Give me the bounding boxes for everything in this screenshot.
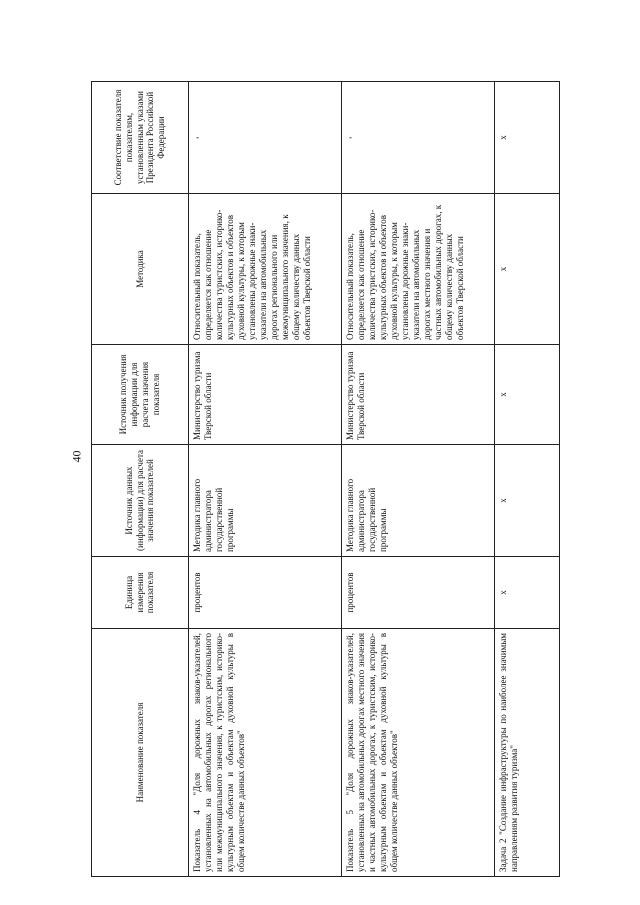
header-method: Методика <box>92 194 189 345</box>
header-unit: Единица измерения показателя <box>92 557 189 629</box>
method-cell: Относительный показатель, определяется как отношение количества туристских, историко-культурных объектов и объектов духовной культуры, к которым установлены дорожные знаки-указатели на автомобильных дорогах регионального или межмуниципального значения, к общему количеству данных объектов Тверской области <box>189 194 342 345</box>
method-cell: x <box>495 194 560 345</box>
indicators-table <box>91 81 560 877</box>
data-source-cell: Методика главного администратора государственной программы <box>189 445 342 557</box>
indicator-name-cell: Показатель 5 "Доля дорожных знаков-указателей, установленных на автомобильных дорогах местного значения и частных автомобильных дорогах, к туристским, историко-культурным объектам и объектам духовной культуры в общем количестве данных объектов" <box>342 629 495 877</box>
compliance-cell <box>342 82 495 194</box>
table-row <box>342 82 495 877</box>
header-info-source: Источник получения информации для расчета значения показателя <box>92 345 189 445</box>
table-row <box>189 82 342 877</box>
indicator-name-cell: Показатель 4 "Доля дорожных знаков-указателей, установленных на автомобильных дорогах регионального или межмуниципального значения, к туристским, историко-культурным объектам и объектам духовной культуры в общем количестве данных объектов" <box>189 629 342 877</box>
rotated-table-container <box>91 82 539 877</box>
table-row <box>495 82 560 877</box>
page-number: 40 <box>69 450 84 463</box>
data-source-cell: x <box>495 445 560 557</box>
method-cell: Относительный показатель, определяется как отношение количества туристских, историко-культурных объектов и объектов духовной культуры, к которым установлены дорожные знаки-указатели на автомобильных дорогах местного значения и частных автомобильных дорогах, к общему количеству данных объектов Тверской области <box>342 194 495 345</box>
header-compliance: Соответствие показателя показателям, установленным указами Президента Российской Федерации <box>92 82 189 194</box>
compliance-cell: x <box>495 82 560 194</box>
compliance-cell <box>189 82 342 194</box>
header-indicator-name: Наименование показателя <box>92 629 189 877</box>
info-source-cell: x <box>495 345 560 445</box>
info-source-cell: Министерство туризма Тверской области <box>189 345 342 445</box>
compliance-value: - <box>195 132 199 143</box>
compliance-value: - <box>348 132 352 143</box>
table-header-row <box>92 82 189 877</box>
unit-cell: x <box>495 557 560 629</box>
unit-cell: процентов <box>342 557 495 629</box>
data-source-cell: Методика главного администратора государственной программы <box>342 445 495 557</box>
task-name-cell: Задача 2 "Создание инфраструктуры по наиболее значимым направлениям развития туризма" <box>495 629 560 877</box>
header-data-source: Источник данных (информации) для расчета значения показателей <box>92 445 189 557</box>
unit-cell: процентов <box>189 557 342 629</box>
info-source-cell: Министерство туризма Тверской области <box>342 345 495 445</box>
